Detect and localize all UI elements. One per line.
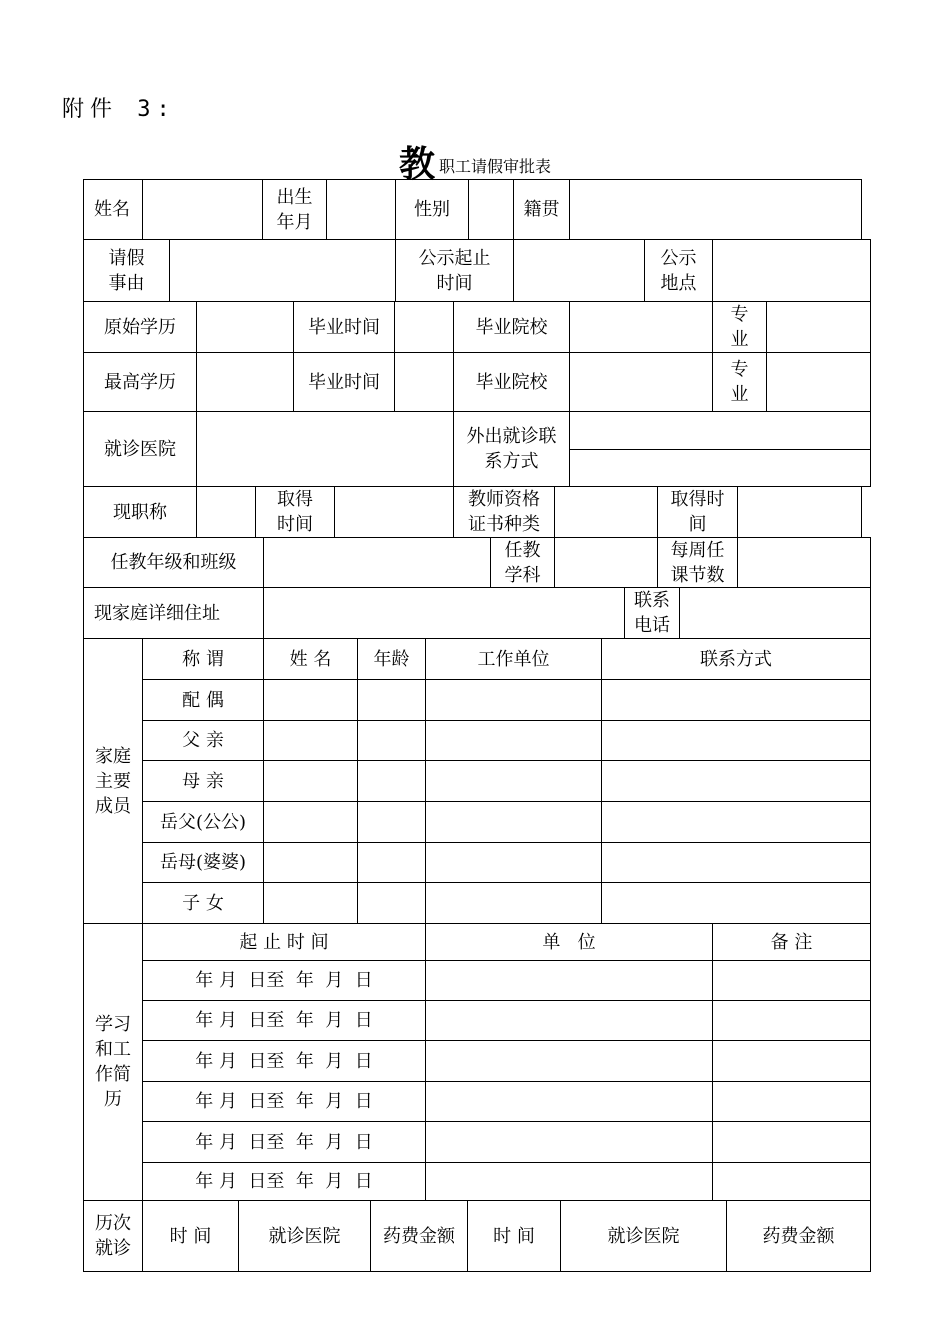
field-highest-education[interactable]	[196, 352, 294, 412]
family-field[interactable]	[425, 842, 602, 883]
family-relation-father-in-law: 岳父(公公)	[142, 801, 264, 843]
field-publicity-place[interactable]	[712, 239, 871, 302]
field-contact-out-1[interactable]	[569, 411, 871, 450]
resume-header-remarks: 备 注	[712, 923, 871, 961]
field-original-education[interactable]	[196, 301, 294, 353]
family-field[interactable]	[357, 760, 426, 802]
family-field[interactable]	[263, 760, 358, 802]
label-graduation-school-2: 毕业院校	[453, 352, 570, 412]
field-phone[interactable]	[679, 587, 871, 639]
resume-period[interactable]: 年 月 日至 年 月 日	[142, 1121, 426, 1163]
family-header-name: 姓 名	[263, 638, 358, 680]
label-weekly-lessons: 每周任 课节数	[657, 537, 738, 588]
label-address: 现家庭详细住址	[83, 587, 264, 639]
field-graduation-time-2[interactable]	[394, 352, 454, 412]
label-highest-education: 最高学历	[83, 352, 197, 412]
family-header-relation: 称 谓	[142, 638, 264, 680]
label-native: 籍贯	[513, 179, 570, 240]
resume-unit-field[interactable]	[425, 1162, 713, 1201]
label-certificate-type: 教师资格 证书种类	[453, 486, 555, 538]
visits-header-cost: 药费金额	[370, 1200, 468, 1272]
field-native[interactable]	[569, 179, 862, 240]
family-relation-children: 子 女	[142, 882, 264, 924]
resume-period[interactable]: 年 月 日至 年 月 日	[142, 1081, 426, 1122]
resume-unit-field[interactable]	[425, 1000, 713, 1041]
resume-period[interactable]: 年 月 日至 年 月 日	[142, 1162, 426, 1201]
family-field[interactable]	[601, 801, 871, 843]
field-grade-class[interactable]	[263, 537, 491, 588]
field-graduation-school-2[interactable]	[569, 352, 713, 412]
label-birth: 出生 年月	[262, 179, 327, 240]
family-field[interactable]	[601, 679, 871, 721]
visits-header-hospital-2: 就诊医院	[560, 1200, 727, 1272]
family-header-workplace: 工作单位	[425, 638, 602, 680]
field-name[interactable]	[142, 179, 263, 240]
label-obtain-time-2: 取得时 间	[657, 486, 738, 538]
family-field[interactable]	[357, 679, 426, 721]
family-field[interactable]	[425, 679, 602, 721]
visits-header-cost-2: 药费金额	[726, 1200, 871, 1272]
family-field[interactable]	[263, 720, 358, 761]
resume-remarks-field[interactable]	[712, 1000, 871, 1041]
label-major-2: 专 业	[712, 352, 767, 412]
label-graduation-school: 毕业院校	[453, 301, 570, 353]
label-subject: 任教 学科	[490, 537, 555, 588]
family-relation-father: 父 亲	[142, 720, 264, 761]
family-field[interactable]	[263, 679, 358, 721]
visits-header-time: 时 间	[142, 1200, 239, 1272]
family-relation-spouse: 配 偶	[142, 679, 264, 721]
field-reason[interactable]	[169, 239, 396, 302]
field-subject[interactable]	[554, 537, 658, 588]
resume-unit-field[interactable]	[425, 1081, 713, 1122]
label-phone: 联系 电话	[624, 587, 680, 639]
family-field[interactable]	[357, 842, 426, 883]
family-header-contact: 联系方式	[601, 638, 871, 680]
field-current-title[interactable]	[196, 486, 256, 538]
field-obtain-time-2[interactable]	[737, 486, 862, 538]
family-relation-mother-in-law: 岳母(婆婆)	[142, 842, 264, 883]
label-major: 专 业	[712, 301, 767, 353]
visits-label: 历次 就诊	[83, 1200, 143, 1272]
label-name: 姓名	[83, 179, 143, 240]
resume-remarks-field[interactable]	[712, 1081, 871, 1122]
resume-unit-field[interactable]	[425, 1040, 713, 1082]
label-contact-out: 外出就诊联 系方式	[453, 411, 570, 487]
family-field[interactable]	[263, 801, 358, 843]
field-publicity-time[interactable]	[513, 239, 645, 302]
field-certificate-type[interactable]	[554, 486, 658, 538]
label-publicity-place: 公示 地点	[644, 239, 713, 302]
family-field[interactable]	[357, 882, 426, 924]
field-obtain-time[interactable]	[334, 486, 454, 538]
field-hospital[interactable]	[196, 411, 454, 487]
attachment-label: 附件 3:	[62, 97, 176, 122]
family-field[interactable]	[601, 842, 871, 883]
field-gender[interactable]	[468, 179, 514, 240]
label-current-title: 现职称	[83, 486, 197, 538]
resume-period[interactable]: 年 月 日至 年 月 日	[142, 960, 426, 1001]
field-major[interactable]	[766, 301, 871, 353]
resume-remarks-field[interactable]	[712, 1162, 871, 1201]
family-relation-mother: 母 亲	[142, 760, 264, 802]
field-major-2[interactable]	[766, 352, 871, 412]
family-field[interactable]	[425, 801, 602, 843]
family-field[interactable]	[601, 720, 871, 761]
label-gender: 性别	[395, 179, 469, 240]
resume-period[interactable]: 年 月 日至 年 月 日	[142, 1000, 426, 1041]
resume-unit-field[interactable]	[425, 1121, 713, 1163]
label-publicity-time: 公示起止 时间	[395, 239, 514, 302]
resume-remarks-field[interactable]	[712, 1040, 871, 1082]
label-graduation-time: 毕业时间	[293, 301, 395, 353]
family-field[interactable]	[357, 720, 426, 761]
family-field[interactable]	[425, 760, 602, 802]
label-hospital: 就诊医院	[83, 411, 197, 487]
resume-header-period: 起 止 时 间	[142, 923, 426, 961]
label-graduation-time-2: 毕业时间	[293, 352, 395, 412]
family-field[interactable]	[601, 882, 871, 924]
family-field[interactable]	[263, 882, 358, 924]
field-graduation-time[interactable]	[394, 301, 454, 353]
field-weekly-lessons[interactable]	[737, 537, 871, 588]
visits-header-time-2: 时 间	[467, 1200, 561, 1272]
resume-remarks-field[interactable]	[712, 1121, 871, 1163]
title-big-char: 教	[398, 144, 435, 185]
field-graduation-school[interactable]	[569, 301, 713, 353]
label-original-education: 原始学历	[83, 301, 197, 353]
title-rest: 职工请假审批表	[439, 157, 552, 176]
resume-period[interactable]: 年 月 日至 年 月 日	[142, 1040, 426, 1082]
family-field[interactable]	[601, 760, 871, 802]
family-field[interactable]	[425, 720, 602, 761]
label-obtain-time: 取得 时间	[255, 486, 335, 538]
family-field[interactable]	[425, 882, 602, 924]
field-birth[interactable]	[326, 179, 396, 240]
label-grade-class: 任教年级和班级	[83, 537, 264, 588]
family-label: 家庭 主要 成员	[83, 638, 143, 924]
resume-label: 学习 和工 作简 历	[83, 923, 143, 1201]
field-contact-out-2[interactable]	[569, 449, 871, 487]
field-address[interactable]	[263, 587, 625, 639]
family-field[interactable]	[357, 801, 426, 843]
family-header-age: 年龄	[357, 638, 426, 680]
family-field[interactable]	[263, 842, 358, 883]
resume-unit-field[interactable]	[425, 960, 713, 1001]
resume-header-unit: 单 位	[425, 923, 713, 961]
label-reason: 请假 事由	[83, 239, 170, 302]
resume-remarks-field[interactable]	[712, 960, 871, 1001]
visits-header-hospital: 就诊医院	[238, 1200, 371, 1272]
